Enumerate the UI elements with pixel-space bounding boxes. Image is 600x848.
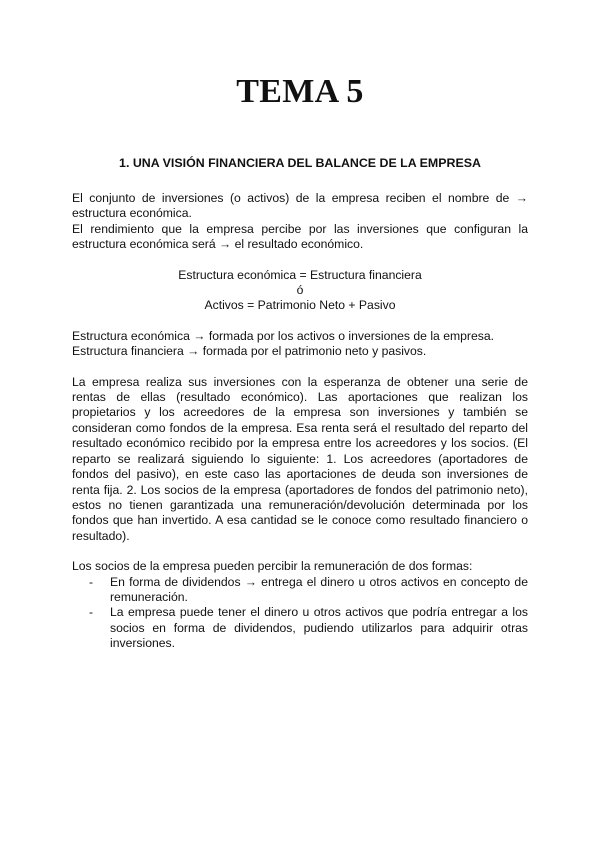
main-paragraph: La empresa realiza sus inversiones con la esperanza de obtener una serie de rentas de ellas (resultado económico). Las aportaciones que realizan los propietarios y los acreedores de la empresa son inversiones y también se consideran como fondos de la empresa. Esa renta será el resultado del reparto del resultado económico recibido por la empresa entre los acreedores y los socios. (El reparto se realizará siguiendo lo siguiente: 1. Los acreedores (aportadores de fondos del pasivo), en este caso las aportaciones de deuda son inversiones de renta fija. 2. Los socios de la empresa (aportadores de fondos del patrimonio neto), estos no tienen garantizada una remuneración/devolución determinada por los fondos que han invertido. A esa cantidad se le conoce como resultado financiero o resultado). (72, 374, 528, 543)
section-heading: 1. UNA VISIÓN FINANCIERA DEL BALANCE DE LA EMPRESA (119, 156, 481, 170)
document-body (72, 191, 528, 652)
list-item (72, 575, 528, 606)
balance-equation (72, 268, 528, 314)
spacer (72, 314, 528, 329)
definition-financial-structure: Estructura financiera → formada por el patrimonio neto y pasivos. (72, 344, 427, 359)
spacer (72, 253, 528, 268)
list-item-text: La empresa puede tener el dinero u otros activos que podría entregar a los socios en forma de dividendos, pudiendo utilizarlos para adquirir otras inversiones. (110, 605, 528, 651)
intro-paragraph-2: El rendimiento que la empresa percibe por las inversiones que configuran la estructura económica será → el resultado económico. (72, 221, 528, 252)
list-item-text: En forma de dividendos → entrega el dinero u otros activos en concepto de remuneración. (110, 574, 528, 604)
list-item (72, 605, 528, 651)
remuneration-intro: Los socios de la empresa pueden percibir la remuneración de dos formas: (72, 559, 473, 574)
spacer (72, 544, 528, 559)
dash-bullet: - (89, 605, 94, 620)
page-title: TEMA 5 (236, 73, 364, 110)
equation-line-2: ó (296, 283, 304, 298)
definition-economic-structure: Estructura económica → formada por los activos o inversiones de la empresa. (72, 328, 495, 343)
dash-bullet: - (89, 574, 94, 589)
spacer (72, 360, 528, 375)
equation-line-3: Activos = Patrimonio Neto + Pasivo (204, 298, 396, 313)
remuneration-list (72, 575, 528, 652)
equation-line-1: Estructura económica = Estructura financiera (178, 267, 422, 282)
intro-paragraph-1: El conjunto de inversiones (o activos) de la empresa reciben el nombre de → estructura económica. (72, 191, 528, 221)
